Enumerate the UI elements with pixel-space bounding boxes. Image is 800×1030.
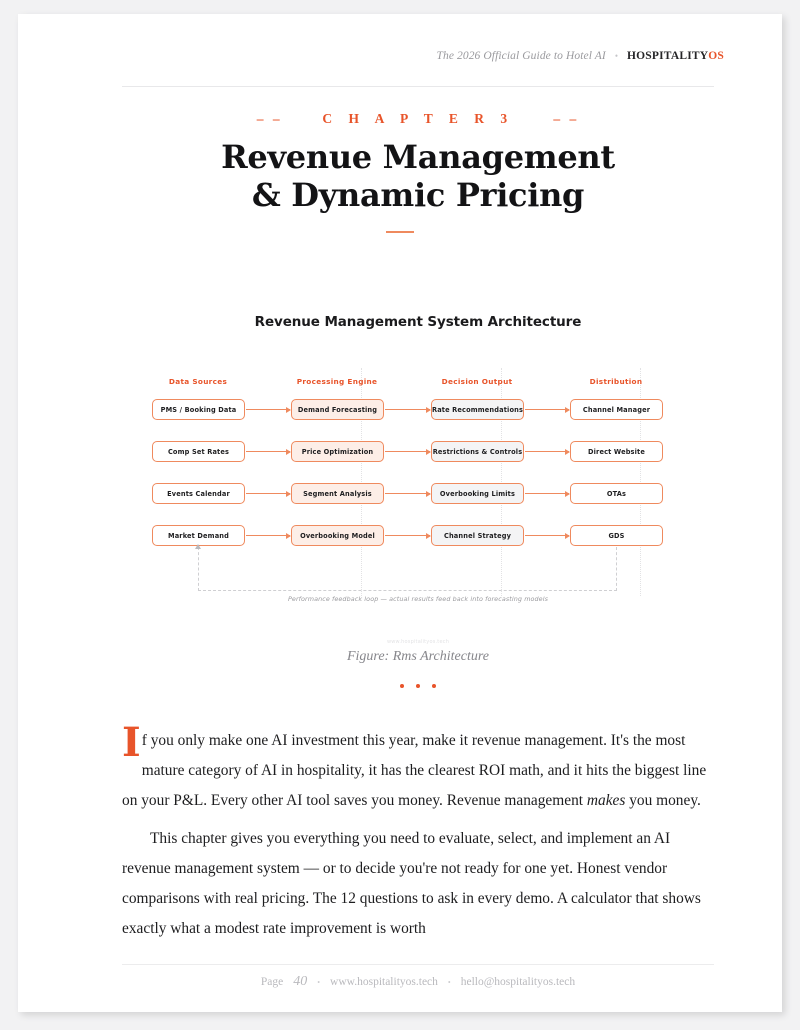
footer-website-link[interactable]: www.hospitalityos.tech <box>330 976 438 988</box>
column-header-decision-output: Decision Output <box>441 377 513 386</box>
arrow-row2-col1-col2 <box>246 451 290 452</box>
node-data-source-1: PMS / Booking Data <box>152 399 245 420</box>
paragraph-2: This chapter gives you everything you need to evaluate, select, and implement an AI revenue management system — or to decide you're not ready for one yet. Honest vendor comparisons with real pricing. The 12 questions to ask in every demo. A calculator that shows exactly what a modest rate improvement is worth <box>122 830 701 937</box>
figure-watermark: www.hospitalityos.tech <box>386 639 450 645</box>
paragraph-1-text: f you only make one AI investment this year, make it revenue management. It's the most mature category of AI in hospitality, it has the clearest ROI math, and it hits the biggest line on your P&L. Every other AI tool saves you money. Revenue management <box>122 732 707 809</box>
arrow-row1-col2-col3 <box>385 409 430 410</box>
arrow-row4-col1-col2 <box>246 535 290 536</box>
footer-page-label: Page <box>260 976 284 988</box>
node-distribution-3: OTAs <box>570 483 663 504</box>
arrow-row3-col1-col2 <box>246 493 290 494</box>
feedback-loop-path <box>198 547 617 591</box>
figure-caption: Figure: Rms Architecture <box>346 649 490 664</box>
arrow-row2-col3-col4 <box>525 451 569 452</box>
brand-wordmark <box>627 50 724 62</box>
node-decision-2: Restrictions & Controls <box>431 441 524 462</box>
node-processing-4: Overbooking Model <box>291 525 384 546</box>
node-distribution-1: Channel Manager <box>570 399 663 420</box>
figure-block <box>122 314 714 664</box>
column-header-processing-engine: Processing Engine <box>296 377 378 386</box>
node-data-source-4: Market Demand <box>152 525 245 546</box>
arrow-row4-col3-col4 <box>525 535 569 536</box>
page-footer <box>122 974 714 990</box>
diagram-title: Revenue Management System Architecture <box>254 314 582 330</box>
header-divider-rule <box>122 86 714 87</box>
node-decision-1: Rate Recommendations <box>431 399 524 420</box>
arrow-row2-col2-col3 <box>385 451 430 452</box>
node-processing-2: Price Optimization <box>291 441 384 462</box>
footer-page-number: 40 <box>293 974 308 989</box>
title-divider <box>386 231 414 233</box>
arrow-row3-col2-col3 <box>385 493 430 494</box>
paragraph-1-tail: you money. <box>625 792 701 809</box>
page-title <box>122 138 714 214</box>
eyebrow-chapter-label: C H A P T E R 3 <box>322 111 514 126</box>
footer-email-link[interactable]: hello@hospitalityos.tech <box>460 976 576 988</box>
page-sheet <box>18 14 782 1012</box>
brand-accent-text: OS <box>708 50 724 62</box>
node-decision-3: Overbooking Limits <box>431 483 524 504</box>
column-header-data-sources: Data Sources <box>168 377 228 386</box>
arrow-row3-col3-col4 <box>525 493 569 494</box>
paragraph-1-emphasis: makes <box>586 792 626 809</box>
running-header <box>104 50 724 62</box>
node-distribution-4: GDS <box>570 525 663 546</box>
node-processing-1: Demand Forecasting <box>291 399 384 420</box>
column-header-distribution: Distribution <box>589 377 643 386</box>
brand-main-text: HOSPITALITY <box>627 50 709 62</box>
feedback-loop-caption: Performance feedback loop — actual results feed back into forecasting models <box>287 595 549 603</box>
footer-separator-2: • <box>447 978 451 987</box>
chapter-title-line-1: Revenue Management <box>221 138 615 176</box>
drop-cap: I <box>122 719 141 766</box>
architecture-diagram <box>122 346 714 616</box>
running-header-separator: • <box>614 51 619 61</box>
arrow-row1-col3-col4 <box>525 409 569 410</box>
arrow-row1-col1-col2 <box>246 409 290 410</box>
node-decision-4: Channel Strategy <box>431 525 524 546</box>
node-data-source-2: Comp Set Rates <box>152 441 245 462</box>
feedback-loop-arrow-icon <box>195 544 201 549</box>
chapter-title-line-2: & Dynamic Pricing <box>251 176 585 214</box>
body-copy <box>122 719 716 944</box>
section-break-dots <box>122 684 714 688</box>
arrow-row4-col2-col3 <box>385 535 430 536</box>
footer-divider-rule <box>122 964 714 965</box>
node-processing-3: Segment Analysis <box>291 483 384 504</box>
node-data-source-3: Events Calendar <box>152 483 245 504</box>
node-distribution-2: Direct Website <box>570 441 663 462</box>
eyebrow-dashes-left: – – <box>256 111 283 126</box>
chapter-eyebrow <box>122 111 714 127</box>
eyebrow-dashes-right: – – <box>553 111 580 126</box>
section-dot-3 <box>432 684 436 688</box>
footer-separator-1: • <box>317 978 321 987</box>
paragraph-1 <box>122 719 716 816</box>
section-dot-2 <box>416 684 420 688</box>
running-header-title: The 2026 Official Guide to Hotel AI <box>436 50 606 62</box>
section-dot-1 <box>400 684 404 688</box>
